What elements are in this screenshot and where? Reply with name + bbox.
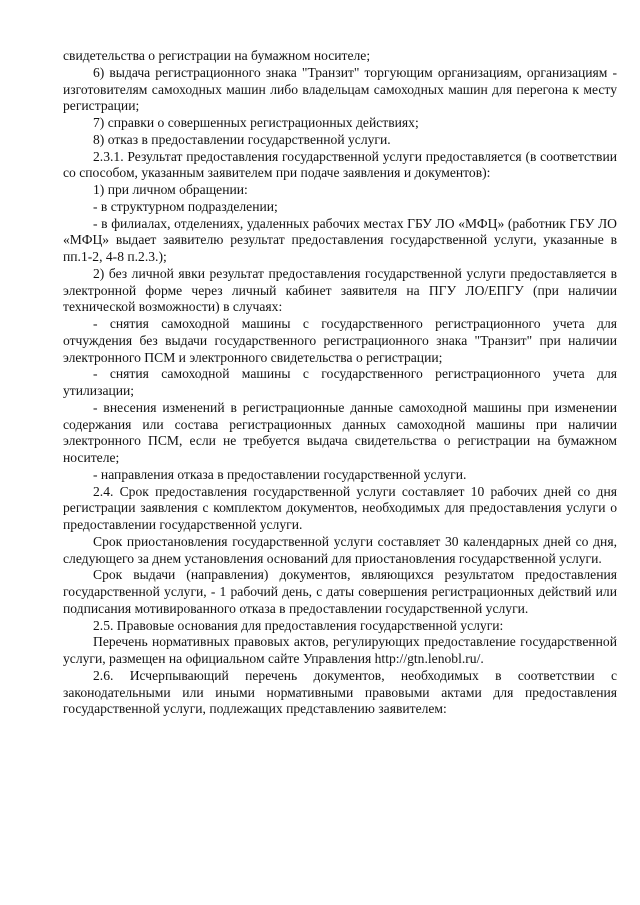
paragraph-11: - снятия самоходной машины с государственного регистрационного учета для утилизации; [63, 366, 617, 398]
paragraph-17: 2.5. Правовые основания для предоставления государственной услуги: [93, 617, 504, 633]
paragraph-1: свидетельства о регистрации на бумажном носителе; [63, 48, 371, 63]
document-body [63, 48, 617, 718]
paragraph-16: Срок выдачи (направления) документов, являющихся результатом предоставления государственной услуги, - 1 рабочий день, с даты совершения регистрационных действий или подписания мотивированного отказа в предоставлении государственной услуги. [63, 567, 617, 616]
paragraph-10: - снятия самоходной машины с государственного регистрационного учета для отчуждения без выдачи государственного регистрационного знака "Транзит" при наличии электронного ПСМ и электронного свидетельства о регистрации; [63, 316, 617, 365]
paragraph-3: 7) справки о совершенных регистрационных действиях; [93, 115, 419, 130]
paragraph-12: - внесения изменений в регистрационные данные самоходной машины при изменении содержания или состава регистрационных данных самоходной машины при наличии электронного ПСМ, если не требуется выдача свидетельства о регистрации на бумажном носителе; [63, 399, 617, 465]
paragraph-2: 6) выдача регистрационного знака "Транзит" торгующим организациям, организациям - изготовителям самоходных машин либо владельцам самоходных машин для перегона к месту регистрации; [63, 64, 617, 114]
paragraph-14: 2.4. Срок предоставления государственной услуги составляет 10 рабочих дней со дня регистрации заявления с комплектом документов, необходимых для предоставления услуги о предоставлении государственной услуги. [63, 483, 617, 532]
paragraph-6: 1) при личном обращении: [93, 182, 248, 197]
paragraph-8: - в филиалах, отделениях, удаленных рабочих местах ГБУ ЛО «МФЦ» (работник ГБУ ЛО «МФЦ» выдает заявителю результат предоставления государственной услуги, указанные в пп.1-2, 4-8 п.2.3.); [63, 215, 617, 264]
paragraph-13: - направления отказа в предоставлении государственной услуги. [93, 466, 467, 482]
paragraph-18: Перечень нормативных правовых актов, регулирующих предоставление государственной услуги, размещен на официальном сайте Управления http://gtn.lenobl.ru/. [63, 634, 617, 666]
paragraph-9: 2) без личной явки результат предоставления государственной услуги предоставляется в электронной форме через личный кабинет заявителя на ПГУ ЛО/ЕПГУ (при наличии технической возможности) в случаях: [63, 265, 617, 315]
paragraph-5: 2.3.1. Результат предоставления государственной услуги предоставляется (в соответствии со способом, указанным заявителем при подаче заявления и документов): [63, 148, 617, 181]
paragraph-4: 8) отказ в предоставлении государственной услуги. [93, 131, 391, 147]
paragraph-7: - в структурном подразделении; [93, 198, 278, 214]
paragraph-19: 2.6. Исчерпывающий перечень документов, необходимых в соответствии с законодательными или иными нормативными правовыми актами для предоставления государственной услуги, подлежащих представлению заявителем: [63, 667, 617, 717]
paragraph-15: Срок приостановления государственной услуги составляет 30 календарных дней со дня, следующего за днем установления оснований для приостановления государственной услуги. [63, 533, 617, 566]
